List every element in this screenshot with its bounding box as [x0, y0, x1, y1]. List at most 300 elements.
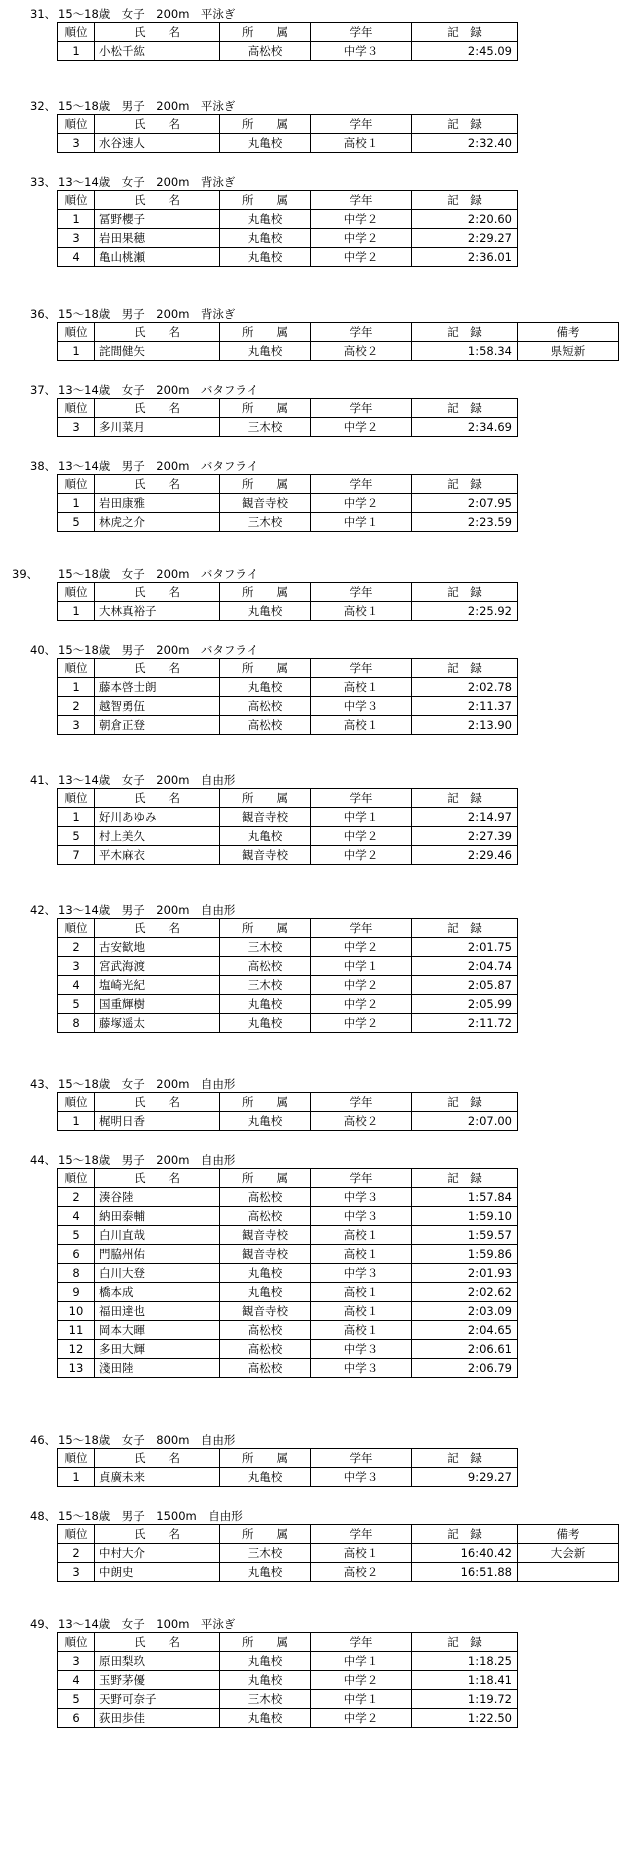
- grade-cell: 中学１: [311, 1652, 412, 1671]
- event-title: [0, 1508, 635, 1524]
- event-title: [0, 642, 635, 658]
- name-cell: 玉野茅優: [95, 1671, 220, 1690]
- table-row: [58, 210, 518, 229]
- results-table: [57, 1168, 518, 1378]
- team-cell: 丸亀校: [220, 342, 311, 361]
- team-cell: 丸亀校: [220, 1112, 311, 1131]
- header-rank: 順位: [58, 789, 95, 808]
- header-team: 所 属: [220, 659, 311, 678]
- results-table: [57, 1448, 518, 1487]
- table-row: [58, 1563, 619, 1582]
- record-cell: 2:03.09: [412, 1302, 518, 1321]
- name-cell: 中村大介: [95, 1544, 220, 1563]
- table-row: [58, 1690, 518, 1709]
- header-grade: 学年: [311, 191, 412, 210]
- table-row: [58, 938, 518, 957]
- grade-cell: 中学２: [311, 1709, 412, 1728]
- table-row: [58, 846, 518, 865]
- header-record: 記 録: [412, 1449, 518, 1468]
- header-rank: 順位: [58, 919, 95, 938]
- header-name: 氏 名: [95, 583, 220, 602]
- grade-cell: 中学２: [311, 248, 412, 267]
- rank-cell: 2: [58, 938, 95, 957]
- header-grade: 学年: [311, 323, 412, 342]
- grade-cell: 高校１: [311, 134, 412, 153]
- table-row: [58, 1652, 518, 1671]
- header-grade: 学年: [311, 789, 412, 808]
- note-cell: 大会新: [518, 1544, 619, 1563]
- header-record: 記 録: [412, 659, 518, 678]
- record-cell: 1:19.72: [412, 1690, 518, 1709]
- header-record: 記 録: [412, 23, 518, 42]
- grade-cell: 中学１: [311, 808, 412, 827]
- header-record: 記 録: [412, 789, 518, 808]
- rank-cell: 9: [58, 1283, 95, 1302]
- name-cell: 詫間健矢: [95, 342, 220, 361]
- header-team: 所 属: [220, 789, 311, 808]
- grade-cell: 中学２: [311, 995, 412, 1014]
- event-number: 32、: [30, 99, 57, 113]
- name-cell: 貞廣未来: [95, 1468, 220, 1487]
- header-team: 所 属: [220, 191, 311, 210]
- event-number: 49、: [30, 1617, 57, 1631]
- grade-cell: 中学２: [311, 846, 412, 865]
- grade-cell: 中学３: [311, 42, 412, 61]
- record-cell: 2:07.95: [412, 494, 518, 513]
- team-cell: 丸亀校: [220, 229, 311, 248]
- team-cell: 丸亀校: [220, 1264, 311, 1283]
- name-cell: 原田梨玖: [95, 1652, 220, 1671]
- grade-cell: 高校１: [311, 1245, 412, 1264]
- team-cell: 高松校: [220, 1340, 311, 1359]
- team-cell: 丸亀校: [220, 827, 311, 846]
- header-record: 記 録: [412, 919, 518, 938]
- team-cell: 丸亀校: [220, 1563, 311, 1582]
- record-cell: 2:05.87: [412, 976, 518, 995]
- table-row: [58, 808, 518, 827]
- team-cell: 観音寺校: [220, 1245, 311, 1264]
- team-cell: 丸亀校: [220, 1468, 311, 1487]
- rank-cell: 5: [58, 513, 95, 532]
- header-rank: 順位: [58, 1633, 95, 1652]
- grade-cell: 高校１: [311, 1283, 412, 1302]
- table-row: [58, 716, 518, 735]
- name-cell: 湊谷陸: [95, 1188, 220, 1207]
- event-number: 41、: [30, 773, 57, 787]
- rank-cell: 3: [58, 1652, 95, 1671]
- record-cell: 2:02.62: [412, 1283, 518, 1302]
- event-name: 13〜14歳 女子 200m 背泳ぎ: [58, 175, 236, 189]
- event-name: 13〜14歳 女子 100m 平泳ぎ: [58, 1617, 236, 1631]
- header-grade: 学年: [311, 1449, 412, 1468]
- rank-cell: 13: [58, 1359, 95, 1378]
- team-cell: 三木校: [220, 513, 311, 532]
- rank-cell: 1: [58, 1112, 95, 1131]
- grade-cell: 高校１: [311, 602, 412, 621]
- event-name: 15〜18歳 女子 200m バタフライ: [58, 567, 259, 581]
- team-cell: 丸亀校: [220, 248, 311, 267]
- header-rank: 順位: [58, 583, 95, 602]
- grade-cell: 中学３: [311, 1264, 412, 1283]
- table-header-row: [58, 583, 518, 602]
- name-cell: 亀山桃瀬: [95, 248, 220, 267]
- grade-cell: 中学２: [311, 1014, 412, 1033]
- record-cell: 2:02.78: [412, 678, 518, 697]
- header-rank: 順位: [58, 1525, 95, 1544]
- grade-cell: 中学３: [311, 1207, 412, 1226]
- record-cell: 16:51.88: [412, 1563, 518, 1582]
- header-note: 備考: [518, 323, 619, 342]
- name-cell: 塩崎光紀: [95, 976, 220, 995]
- event-title: [0, 6, 635, 22]
- event-title: [0, 306, 635, 322]
- record-cell: 2:01.93: [412, 1264, 518, 1283]
- name-cell: 水谷速人: [95, 134, 220, 153]
- team-cell: 丸亀校: [220, 602, 311, 621]
- record-cell: 2:11.37: [412, 697, 518, 716]
- team-cell: 高松校: [220, 1207, 311, 1226]
- table-row: [58, 1321, 518, 1340]
- rank-cell: 8: [58, 1264, 95, 1283]
- header-rank: 順位: [58, 1169, 95, 1188]
- event-number: 48、: [30, 1509, 57, 1523]
- rank-cell: 5: [58, 1226, 95, 1245]
- rank-cell: 1: [58, 602, 95, 621]
- event-name: 15〜18歳 男子 200m バタフライ: [58, 643, 259, 657]
- event-title: [0, 174, 635, 190]
- header-rank: 順位: [58, 115, 95, 134]
- header-name: 氏 名: [95, 475, 220, 494]
- name-cell: 多川菜月: [95, 418, 220, 437]
- grade-cell: 高校１: [311, 1321, 412, 1340]
- table-header-row: [58, 789, 518, 808]
- event-title: [0, 1076, 635, 1092]
- table-row: [58, 697, 518, 716]
- header-record: 記 録: [412, 1093, 518, 1112]
- rank-cell: 2: [58, 697, 95, 716]
- table-header-row: [58, 1633, 518, 1652]
- record-cell: 1:18.25: [412, 1652, 518, 1671]
- header-grade: 学年: [311, 583, 412, 602]
- table-row: [58, 1544, 619, 1563]
- name-cell: 天野可奈子: [95, 1690, 220, 1709]
- results-table: [57, 788, 518, 865]
- event-name: 15〜18歳 男子 200m 自由形: [58, 1153, 236, 1167]
- header-grade: 学年: [311, 1633, 412, 1652]
- event-name: 13〜14歳 男子 200m バタフライ: [58, 459, 259, 473]
- event-name: 15〜18歳 男子 200m 背泳ぎ: [58, 307, 236, 321]
- table-row: [58, 1302, 518, 1321]
- event-title: [0, 902, 635, 918]
- grade-cell: 中学２: [311, 210, 412, 229]
- table-row: [58, 995, 518, 1014]
- record-cell: 2:06.79: [412, 1359, 518, 1378]
- event-name: 15〜18歳 女子 200m 平泳ぎ: [58, 7, 236, 21]
- record-cell: 1:18.41: [412, 1671, 518, 1690]
- header-grade: 学年: [311, 23, 412, 42]
- table-row: [58, 229, 518, 248]
- name-cell: 納田泰輔: [95, 1207, 220, 1226]
- rank-cell: 3: [58, 716, 95, 735]
- header-team: 所 属: [220, 1449, 311, 1468]
- header-team: 所 属: [220, 1093, 311, 1112]
- event-title: [0, 382, 635, 398]
- team-cell: 三木校: [220, 938, 311, 957]
- table-row: [58, 1188, 518, 1207]
- team-cell: 観音寺校: [220, 846, 311, 865]
- event-title: [0, 566, 635, 582]
- grade-cell: 高校１: [311, 1226, 412, 1245]
- record-cell: 1:58.34: [412, 342, 518, 361]
- header-record: 記 録: [412, 323, 518, 342]
- header-name: 氏 名: [95, 789, 220, 808]
- header-team: 所 属: [220, 919, 311, 938]
- rank-cell: 2: [58, 1544, 95, 1563]
- grade-cell: 中学３: [311, 697, 412, 716]
- header-record: 記 録: [412, 583, 518, 602]
- table-row: [58, 602, 518, 621]
- table-row: [58, 976, 518, 995]
- note-cell: [518, 1563, 619, 1582]
- grade-cell: 中学３: [311, 1468, 412, 1487]
- header-name: 氏 名: [95, 23, 220, 42]
- rank-cell: 4: [58, 976, 95, 995]
- rank-cell: 7: [58, 846, 95, 865]
- record-cell: 1:57.84: [412, 1188, 518, 1207]
- event-title: [0, 458, 635, 474]
- table-row: [58, 248, 518, 267]
- table-row: [58, 134, 518, 153]
- rank-cell: 5: [58, 1690, 95, 1709]
- table-row: [58, 494, 518, 513]
- record-cell: 2:04.65: [412, 1321, 518, 1340]
- event-name: 15〜18歳 男子 200m 平泳ぎ: [58, 99, 236, 113]
- team-cell: 丸亀校: [220, 1014, 311, 1033]
- name-cell: 平木麻衣: [95, 846, 220, 865]
- event-number: 42、: [30, 903, 57, 917]
- team-cell: 丸亀校: [220, 134, 311, 153]
- header-record: 記 録: [412, 1525, 518, 1544]
- rank-cell: 12: [58, 1340, 95, 1359]
- results-table: [57, 398, 518, 437]
- header-grade: 学年: [311, 1525, 412, 1544]
- name-cell: 中朗史: [95, 1563, 220, 1582]
- grade-cell: 中学２: [311, 827, 412, 846]
- header-team: 所 属: [220, 23, 311, 42]
- team-cell: 丸亀校: [220, 1283, 311, 1302]
- grade-cell: 中学１: [311, 513, 412, 532]
- table-header-row: [58, 115, 518, 134]
- name-cell: 越智勇伍: [95, 697, 220, 716]
- record-cell: 2:05.99: [412, 995, 518, 1014]
- table-row: [58, 957, 518, 976]
- record-cell: 9:29.27: [412, 1468, 518, 1487]
- header-team: 所 属: [220, 583, 311, 602]
- rank-cell: 5: [58, 827, 95, 846]
- name-cell: 冨野櫻子: [95, 210, 220, 229]
- header-team: 所 属: [220, 399, 311, 418]
- record-cell: 2:25.92: [412, 602, 518, 621]
- header-rank: 順位: [58, 399, 95, 418]
- header-rank: 順位: [58, 659, 95, 678]
- results-table: [57, 1632, 518, 1728]
- rank-cell: 1: [58, 494, 95, 513]
- record-cell: 2:27.39: [412, 827, 518, 846]
- header-rank: 順位: [58, 1449, 95, 1468]
- header-team: 所 属: [220, 475, 311, 494]
- header-name: 氏 名: [95, 191, 220, 210]
- name-cell: 好川あゆみ: [95, 808, 220, 827]
- table-row: [58, 678, 518, 697]
- results-table: [57, 114, 518, 153]
- header-grade: 学年: [311, 919, 412, 938]
- header-team: 所 属: [220, 115, 311, 134]
- team-cell: 高松校: [220, 1359, 311, 1378]
- header-name: 氏 名: [95, 323, 220, 342]
- table-row: [58, 1226, 518, 1245]
- name-cell: 門脇州佑: [95, 1245, 220, 1264]
- rank-cell: 2: [58, 1188, 95, 1207]
- header-grade: 学年: [311, 115, 412, 134]
- grade-cell: 高校１: [311, 1544, 412, 1563]
- team-cell: 三木校: [220, 418, 311, 437]
- name-cell: 藤本啓士朗: [95, 678, 220, 697]
- table-row: [58, 1245, 518, 1264]
- rank-cell: 3: [58, 957, 95, 976]
- name-cell: 小松千紘: [95, 42, 220, 61]
- record-cell: 1:59.86: [412, 1245, 518, 1264]
- header-grade: 学年: [311, 475, 412, 494]
- rank-cell: 4: [58, 248, 95, 267]
- table-row: [58, 1468, 518, 1487]
- table-header-row: [58, 919, 518, 938]
- rank-cell: 6: [58, 1709, 95, 1728]
- table-header-row: [58, 23, 518, 42]
- table-header-row: [58, 659, 518, 678]
- header-name: 氏 名: [95, 399, 220, 418]
- name-cell: 橋本成: [95, 1283, 220, 1302]
- name-cell: 朝倉正登: [95, 716, 220, 735]
- header-grade: 学年: [311, 1093, 412, 1112]
- team-cell: 丸亀校: [220, 1709, 311, 1728]
- name-cell: 岩田康雅: [95, 494, 220, 513]
- event-title: [0, 1616, 635, 1632]
- grade-cell: 高校２: [311, 1563, 412, 1582]
- record-cell: 2:04.74: [412, 957, 518, 976]
- team-cell: 高松校: [220, 697, 311, 716]
- record-cell: 2:01.75: [412, 938, 518, 957]
- team-cell: 観音寺校: [220, 494, 311, 513]
- header-name: 氏 名: [95, 1449, 220, 1468]
- rank-cell: 3: [58, 229, 95, 248]
- table-row: [58, 1112, 518, 1131]
- event-number: 38、: [30, 459, 57, 473]
- event-title: [0, 1152, 635, 1168]
- record-cell: 2:07.00: [412, 1112, 518, 1131]
- header-record: 記 録: [412, 399, 518, 418]
- team-cell: 観音寺校: [220, 808, 311, 827]
- record-cell: 1:59.10: [412, 1207, 518, 1226]
- grade-cell: 高校１: [311, 1302, 412, 1321]
- rank-cell: 8: [58, 1014, 95, 1033]
- event-title: [0, 772, 635, 788]
- table-header-row: [58, 1449, 518, 1468]
- results-table: [57, 1524, 619, 1582]
- table-row: [58, 1207, 518, 1226]
- event-title: [0, 1432, 635, 1448]
- header-record: 記 録: [412, 1633, 518, 1652]
- team-cell: 高松校: [220, 1321, 311, 1340]
- rank-cell: 4: [58, 1671, 95, 1690]
- header-rank: 順位: [58, 323, 95, 342]
- rank-cell: 6: [58, 1245, 95, 1264]
- name-cell: 白川大登: [95, 1264, 220, 1283]
- table-row: [58, 418, 518, 437]
- record-cell: 2:32.40: [412, 134, 518, 153]
- table-row: [58, 1283, 518, 1302]
- table-header-row: [58, 1093, 518, 1112]
- team-cell: 三木校: [220, 1690, 311, 1709]
- record-cell: 2:23.59: [412, 513, 518, 532]
- header-team: 所 属: [220, 1633, 311, 1652]
- results-table: [57, 918, 518, 1033]
- header-rank: 順位: [58, 191, 95, 210]
- table-row: [58, 827, 518, 846]
- event-number: 33、: [30, 175, 57, 189]
- grade-cell: 中学１: [311, 1690, 412, 1709]
- grade-cell: 中学１: [311, 957, 412, 976]
- event-name: 13〜14歳 女子 200m バタフライ: [58, 383, 259, 397]
- header-team: 所 属: [220, 1169, 311, 1188]
- grade-cell: 高校２: [311, 1112, 412, 1131]
- grade-cell: 中学２: [311, 976, 412, 995]
- event-name: 15〜18歳 男子 1500m 自由形: [58, 1509, 243, 1523]
- record-cell: 2:45.09: [412, 42, 518, 61]
- header-grade: 学年: [311, 1169, 412, 1188]
- grade-cell: 中学３: [311, 1340, 412, 1359]
- table-row: [58, 1359, 518, 1378]
- header-record: 記 録: [412, 115, 518, 134]
- table-row: [58, 42, 518, 61]
- team-cell: 三木校: [220, 976, 311, 995]
- header-name: 氏 名: [95, 115, 220, 134]
- name-cell: 村上美久: [95, 827, 220, 846]
- header-name: 氏 名: [95, 1633, 220, 1652]
- event-number: 39、: [12, 567, 39, 581]
- table-header-row: [58, 475, 518, 494]
- event-name: 15〜18歳 女子 200m 自由形: [58, 1077, 236, 1091]
- rank-cell: 1: [58, 42, 95, 61]
- name-cell: 福田達也: [95, 1302, 220, 1321]
- rank-cell: 3: [58, 418, 95, 437]
- rank-cell: 5: [58, 995, 95, 1014]
- header-record: 記 録: [412, 191, 518, 210]
- table-row: [58, 1671, 518, 1690]
- rank-cell: 3: [58, 134, 95, 153]
- name-cell: 藤塚遥太: [95, 1014, 220, 1033]
- team-cell: 丸亀校: [220, 678, 311, 697]
- name-cell: 岡本大暉: [95, 1321, 220, 1340]
- results-table: [57, 474, 518, 532]
- team-cell: 丸亀校: [220, 1671, 311, 1690]
- grade-cell: 中学２: [311, 494, 412, 513]
- results-table: [57, 190, 518, 267]
- event-number: 37、: [30, 383, 57, 397]
- header-name: 氏 名: [95, 919, 220, 938]
- header-record: 記 録: [412, 1169, 518, 1188]
- record-cell: 2:36.01: [412, 248, 518, 267]
- team-cell: 高松校: [220, 716, 311, 735]
